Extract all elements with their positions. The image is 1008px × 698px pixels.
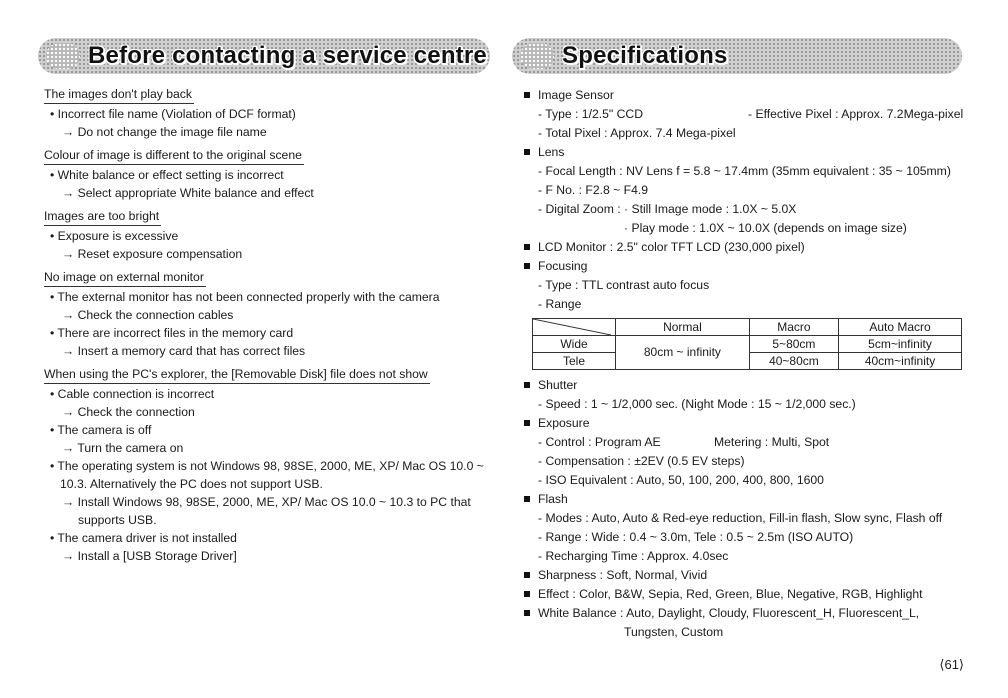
troubleshooting-column <box>44 86 484 571</box>
trouble-heading: The images don't play back <box>44 86 194 104</box>
problem-item-continued: 10.3. Alternatively the PC does not support USB. <box>60 477 323 491</box>
trouble-section <box>44 269 484 360</box>
wide-macro-value: 5~80cm <box>749 336 838 353</box>
spec-label: Sharpness : Soft, Normal, Vivid <box>538 568 708 582</box>
trouble-heading: When using the PC's explorer, the [Removable Disk] file does not show <box>44 366 430 384</box>
white-balance-continued: Tungsten, Custom <box>624 625 724 639</box>
exposure-control-line <box>522 433 982 452</box>
solution-item: → Insert a memory card that has correct files <box>62 344 306 358</box>
tele-auto-value: 40cm~infinity <box>839 353 962 370</box>
spec-focusing <box>522 257 982 276</box>
right-page-title: Specifications <box>562 42 728 69</box>
table-row <box>533 336 962 353</box>
focus-range-table <box>532 318 962 370</box>
shutter-speed: - Speed : 1 ~ 1/2,000 sec. (Night Mode : 15 ~ 1/2,000 sec.) <box>538 397 856 411</box>
banner-ornament-icon <box>46 43 80 69</box>
right-title-banner <box>512 38 962 74</box>
row-tele-label: Tele <box>533 353 616 370</box>
banner-ornament-icon <box>520 43 554 69</box>
diagonal-line-icon <box>533 319 611 335</box>
bullet-square-icon <box>524 244 530 250</box>
wide-auto-value: 5cm~infinity <box>839 336 962 353</box>
exposure-iso: - ISO Equivalent : Auto, 50, 100, 200, 400, 800, 1600 <box>538 473 824 487</box>
lens-focal-length: - Focal Length : NV Lens f = 5.8 ~ 17.4mm (35mm equivalent : 35 ~ 105mm) <box>538 164 951 178</box>
spec-white-balance <box>522 604 982 623</box>
bullet-square-icon <box>524 420 530 426</box>
spec-exposure <box>522 414 982 433</box>
spec-label: Focusing <box>538 259 588 273</box>
bullet-square-icon <box>524 149 530 155</box>
spec-label: Lens <box>538 145 565 159</box>
focus-range-label: - Range <box>538 297 582 311</box>
page-number: ⟨61⟩ <box>939 657 964 672</box>
problem-item: • Incorrect file name (Violation of DCF format) <box>50 107 296 121</box>
solution-item: → Reset exposure compensation <box>62 247 243 261</box>
exposure-compensation: - Compensation : ±2EV (0.5 EV steps) <box>538 454 745 468</box>
flash-modes: - Modes : Auto, Auto & Red-eye reduction, Fill-in flash, Slow sync, Flash off <box>538 511 943 525</box>
solution-item: → Install a [USB Storage Driver] <box>62 549 237 563</box>
spec-label: Effect : Color, B&W, Sepia, Red, Green, Blue, Negative, RGB, Highlight <box>538 587 923 601</box>
spec-lcd <box>522 238 982 257</box>
header-normal: Normal <box>616 319 750 336</box>
spec-effect <box>522 585 982 604</box>
specifications-column <box>522 86 982 642</box>
bullet-square-icon <box>524 496 530 502</box>
trouble-section <box>44 147 484 202</box>
spec-label: Shutter <box>538 378 578 392</box>
flash-range: - Range : Wide : 0.4 ~ 3.0m, Tele : 0.5 ~ 2.5m (ISO AUTO) <box>538 530 854 544</box>
bullet-square-icon <box>524 591 530 597</box>
problem-item: • White balance or effect setting is incorrect <box>50 168 284 182</box>
trouble-heading: No image on external monitor <box>44 269 206 287</box>
table-header-row <box>533 319 962 336</box>
flash-recharge: - Recharging Time : Approx. 4.0sec <box>538 549 729 563</box>
problem-item: • Exposure is excessive <box>50 229 179 243</box>
focus-type: - Type : TTL contrast auto focus <box>538 278 710 292</box>
sensor-type: - Type : 1/2.5" CCD <box>538 107 644 121</box>
trouble-section <box>44 208 484 263</box>
solution-item: → Check the connection <box>62 405 195 419</box>
spec-image-sensor <box>522 86 982 105</box>
sensor-total-pixel: - Total Pixel : Approx. 7.4 Mega-pixel <box>538 126 736 140</box>
row-wide-label: Wide <box>533 336 616 353</box>
solution-item: → Do not change the image file name <box>62 125 267 139</box>
solution-item-continued: supports USB. <box>78 513 157 527</box>
bullet-square-icon <box>524 92 530 98</box>
lens-play-zoom: · Play mode : 1.0X ~ 10.0X (depends on image size) <box>624 221 907 235</box>
trouble-heading: Images are too bright <box>44 208 161 226</box>
bullet-square-icon <box>524 610 530 616</box>
solution-item: → Check the connection cables <box>62 308 234 322</box>
spec-label: LCD Monitor : 2.5" color TFT LCD (230,000 pixel) <box>538 240 805 254</box>
exposure-metering: Metering : Multi, Spot <box>714 435 830 449</box>
problem-item: • Cable connection is incorrect <box>50 387 215 401</box>
header-auto-macro: Auto Macro <box>839 319 962 336</box>
left-title-banner <box>38 38 490 74</box>
spec-flash <box>522 490 982 509</box>
diagonal-header-cell <box>533 319 616 336</box>
sensor-effective-pixel: - Effective Pixel : Approx. 7.2Mega-pixel <box>748 107 964 121</box>
problem-item: • There are incorrect files in the memory card <box>50 326 294 340</box>
left-page-title: Before contacting a service centre <box>88 42 487 69</box>
exposure-control: - Control : Program AE <box>538 435 661 449</box>
normal-range-value: 80cm ~ infinity <box>616 336 750 370</box>
tele-macro-value: 40~80cm <box>749 353 838 370</box>
trouble-section <box>44 366 484 565</box>
spec-sharpness <box>522 566 982 585</box>
spec-shutter <box>522 376 982 395</box>
spec-label: Flash <box>538 492 568 506</box>
problem-item: • The camera driver is not installed <box>50 531 237 545</box>
solution-item: → Turn the camera on <box>62 441 184 455</box>
bullet-square-icon <box>524 572 530 578</box>
spec-label: Exposure <box>538 416 590 430</box>
spec-line <box>522 105 982 124</box>
lens-f-number: - F No. : F2.8 ~ F4.9 <box>538 183 649 197</box>
bullet-square-icon <box>524 263 530 269</box>
solution-item: → Install Windows 98, 98SE, 2000, ME, XP/ Mac OS 10.0 ~ 10.3 to PC that <box>62 495 471 509</box>
problem-item: • The camera is off <box>50 423 152 437</box>
solution-item: → Select appropriate White balance and effect <box>62 186 314 200</box>
bullet-square-icon <box>524 382 530 388</box>
spec-lens <box>522 143 982 162</box>
spec-label: White Balance : Auto, Daylight, Cloudy, Fluorescent_H, Fluorescent_L, <box>538 606 920 620</box>
problem-item: • The operating system is not Windows 98, 98SE, 2000, ME, XP/ Mac OS 10.0 ~ <box>50 459 484 473</box>
lens-digital-zoom: - Digital Zoom : · Still Image mode : 1.0X ~ 5.0X <box>538 202 797 216</box>
trouble-heading: Colour of image is different to the original scene <box>44 147 304 165</box>
problem-item: • The external monitor has not been connected properly with the camera <box>50 290 440 304</box>
trouble-section <box>44 86 484 141</box>
spec-label: Image Sensor <box>538 88 614 102</box>
header-macro: Macro <box>749 319 838 336</box>
